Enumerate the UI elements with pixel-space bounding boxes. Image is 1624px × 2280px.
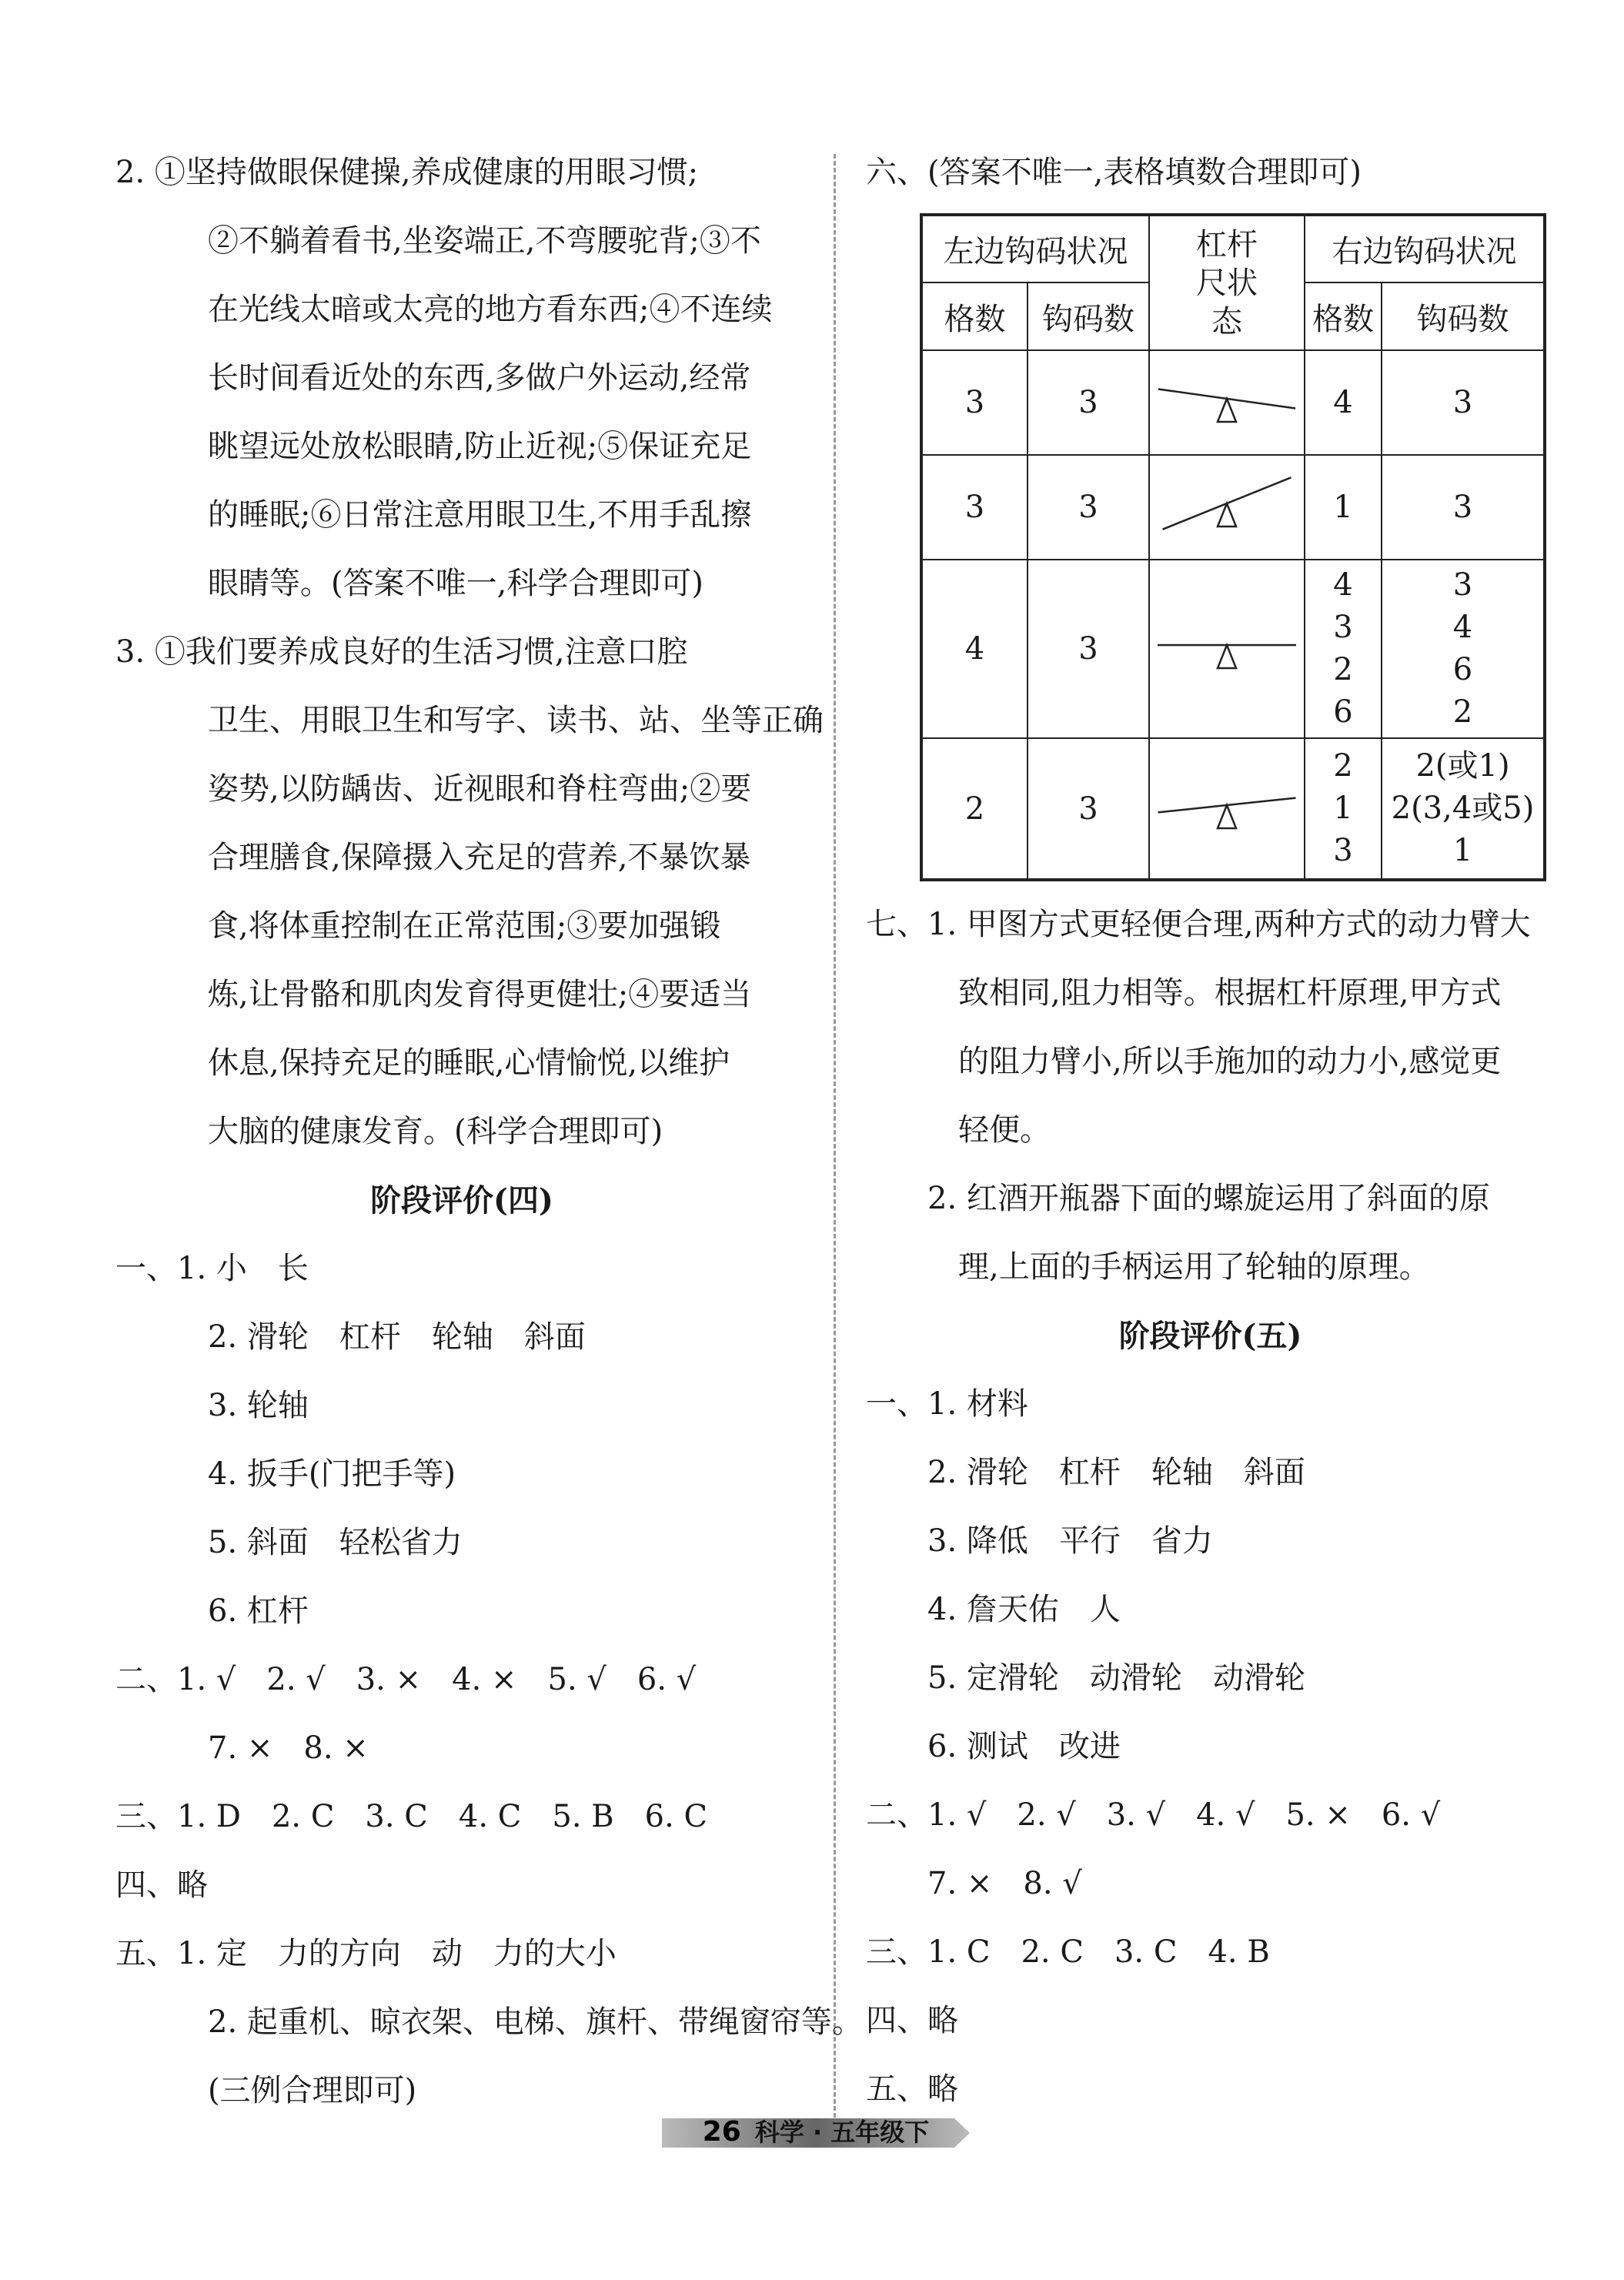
answer-line: 炼,让骨骼和肌肉发育得更健壮;④要适当 — [208, 977, 752, 1012]
lever-state-cell — [1149, 738, 1305, 880]
cell-value: 3 — [1333, 610, 1353, 645]
section-5-answers — [866, 1370, 1555, 2124]
answer-line: 理,上面的手柄运用了轮轴的原理。 — [958, 1249, 1430, 1285]
cell-value: 4 — [1333, 567, 1353, 603]
lever-icon — [1150, 364, 1304, 433]
answer-line: 五、略 — [866, 2071, 958, 2107]
cell-value: 2(或1) — [1415, 748, 1510, 784]
left-grid-cell: 3 — [921, 350, 1028, 455]
lever-icon — [1150, 610, 1304, 680]
table-row — [921, 738, 1545, 880]
lever-icon — [1150, 469, 1304, 538]
lever-icon — [1150, 771, 1304, 840]
header-weight: 钩码数 — [1028, 282, 1149, 350]
answer-line: 七、1. 甲图方式更轻便合理,两种方式的动力臂大 — [866, 907, 1531, 942]
cell-value: 1 — [1333, 791, 1353, 826]
left-column — [115, 139, 863, 2125]
answer-line: 4. 詹天佑 人 — [927, 1592, 1121, 1627]
answer-line: 合理膳食,保障摄入充足的营养,不暴饮暴 — [208, 840, 751, 875]
answer-line: 四、略 — [115, 1867, 208, 1903]
answer-line: 二、1. √ 2. √ 3. × 4. × 5. √ 6. √ — [115, 1662, 697, 1697]
lever-state-cell — [1149, 350, 1305, 455]
right-grid-cell — [1305, 738, 1382, 880]
answer-line: 5. 斜面 轻松省力 — [208, 1525, 463, 1560]
left-weight-cell: 3 — [1028, 560, 1149, 738]
cell-value: 2 — [1333, 748, 1353, 784]
answer-line: 休息,保持充足的睡眠,心情愉悦,以维护 — [208, 1045, 730, 1081]
cell-value: 4 — [1333, 384, 1353, 420]
left-grid-cell: 4 — [921, 560, 1028, 738]
table-row — [921, 350, 1545, 455]
header-right-group: 右边钩码状况 — [1305, 215, 1545, 282]
lever-state-cell — [1149, 455, 1305, 560]
right-weight-cell — [1382, 350, 1545, 455]
answer-line: 2. ①坚持做眼保健操,养成健康的用眼习惯; — [115, 155, 699, 190]
answer-line: ②不躺着看书,坐姿端正,不弯腰驼背;③不 — [208, 223, 761, 259]
answer-line: 三、1. D 2. C 3. C 4. C 5. B 6. C — [115, 1799, 708, 1834]
section-heading-4: 阶段评价(四) — [370, 1182, 553, 1219]
section-seven — [866, 891, 1555, 1302]
cell-value: 3 — [1333, 833, 1353, 868]
answer-line: 卫生、用眼卫生和写字、读书、站、坐等正确 — [208, 703, 824, 738]
left-grid-cell: 2 — [921, 738, 1028, 880]
cell-value: 3 — [1452, 384, 1473, 420]
answer-line: 致相同,阻力相等。根据杠杆原理,甲方式 — [958, 975, 1502, 1011]
answer-line: 姿势,以防龋齿、近视眼和脊柱弯曲;②要 — [208, 771, 752, 807]
header-weight: 钩码数 — [1382, 282, 1545, 350]
right-weight-cell — [1382, 560, 1545, 738]
answer-line: 2. 滑轮 杠杆 轮轴 斜面 — [927, 1455, 1305, 1490]
right-weight-cell — [1382, 738, 1545, 880]
answer-line: 一、1. 材料 — [866, 1386, 1028, 1422]
section-heading-5: 阶段评价(五) — [1118, 1318, 1302, 1354]
answer-line: 的睡眠;⑥日常注意用眼卫生,不用手乱擦 — [208, 497, 752, 533]
answer-line: 五、1. 定 力的方向 动 力的大小 — [115, 1936, 617, 1971]
answer-line: 一、1. 小 长 — [115, 1251, 309, 1286]
table-row — [921, 455, 1545, 560]
left-weight-cell: 3 — [1028, 455, 1149, 560]
table-row — [921, 560, 1545, 738]
header-grid: 格数 — [921, 282, 1028, 350]
right-column — [866, 139, 1555, 2124]
answer-3 — [115, 618, 824, 1166]
answer-line: 大脑的健康发育。(科学合理即可) — [208, 1114, 663, 1149]
right-grid-cell — [1305, 560, 1382, 738]
cell-value: 3 — [1452, 489, 1473, 525]
page-footer — [662, 2114, 970, 2151]
answer-line: 食,将体重控制在正常范围;③要加强锻 — [208, 908, 721, 944]
answer-line: 2. 滑轮 杠杆 轮轴 斜面 — [208, 1319, 586, 1355]
cell-value: 2 — [1452, 694, 1473, 730]
column-divider — [834, 154, 836, 2125]
answer-line: 7. × 8. √ — [927, 1866, 1082, 1901]
cell-value: 6 — [1333, 694, 1353, 730]
cell-value: 4 — [1452, 610, 1473, 645]
answer-line: 长时间看近处的东西,多做户外运动,经常 — [208, 360, 751, 396]
cell-value: 3 — [1452, 567, 1473, 603]
header-lever-state — [1149, 215, 1305, 350]
answer-line: 3. 轮轴 — [208, 1388, 309, 1423]
cell-value: 1 — [1452, 833, 1473, 868]
header-left-group: 左边钩码状况 — [921, 215, 1149, 282]
answer-line: 4. 扳手(门把手等) — [208, 1456, 456, 1492]
cell-value: 1 — [1333, 489, 1353, 525]
answer-line: 的阻力臂小,所以手施加的动力小,感觉更 — [958, 1044, 1502, 1079]
answer-line: 6. 杠杆 — [208, 1593, 309, 1629]
answer-line: 2. 红酒开瓶器下面的螺旋运用了斜面的原 — [927, 1181, 1490, 1216]
answer-line: 6. 测试 改进 — [927, 1729, 1121, 1764]
cell-value: 2 — [1333, 652, 1353, 687]
answer-line: (三例合理即可) — [208, 2073, 417, 2108]
page-number: 26 — [702, 2116, 741, 2148]
left-weight-cell: 3 — [1028, 738, 1149, 880]
answer-line: 轻便。 — [958, 1112, 1051, 1148]
answer-line: 眼睛等。(答案不唯一,科学合理即可) — [208, 566, 703, 601]
lever-table — [920, 213, 1546, 881]
cell-value: 2(3,4或5) — [1391, 791, 1535, 826]
answer-line: 3. ①我们要养成良好的生活习惯,注意口腔 — [115, 634, 688, 670]
answer-line: 三、1. C 2. C 3. C 4. B — [866, 1934, 1270, 1970]
section-six-title: 六、(答案不唯一,表格填数合理即可) — [866, 155, 1362, 190]
left-grid-cell: 3 — [921, 455, 1028, 560]
book-subject: 科学 · 五年级下 — [754, 2118, 930, 2147]
header-grid: 格数 — [1305, 282, 1382, 350]
answer-2 — [115, 139, 808, 618]
section-4-answers — [115, 1235, 863, 2125]
lever-state-cell — [1149, 560, 1305, 738]
right-grid-cell — [1305, 455, 1382, 560]
cell-value: 6 — [1452, 652, 1473, 687]
answer-line: 2. 起重机、晾衣架、电梯、旗杆、带绳窗帘等。 — [208, 2004, 863, 2040]
right-weight-cell — [1382, 455, 1545, 560]
answer-line: 5. 定滑轮 动滑轮 动滑轮 — [927, 1660, 1305, 1696]
answer-line: 二、1. √ 2. √ 3. √ 4. √ 5. × 6. √ — [866, 1797, 1441, 1833]
lever-header-text: 杠杆尺状态 — [1196, 226, 1258, 339]
answer-line: 3. 降低 平行 省力 — [927, 1523, 1213, 1559]
left-weight-cell: 3 — [1028, 350, 1149, 455]
answer-line: 四、略 — [866, 2003, 958, 2038]
right-grid-cell — [1305, 350, 1382, 455]
answer-line: 7. × 8. × — [208, 1730, 369, 1766]
answer-line: 眺望远处放松眼睛,防止近视;⑤保证充足 — [208, 429, 752, 464]
answer-line: 在光线太暗或太亮的地方看东西;④不连续 — [208, 292, 773, 327]
